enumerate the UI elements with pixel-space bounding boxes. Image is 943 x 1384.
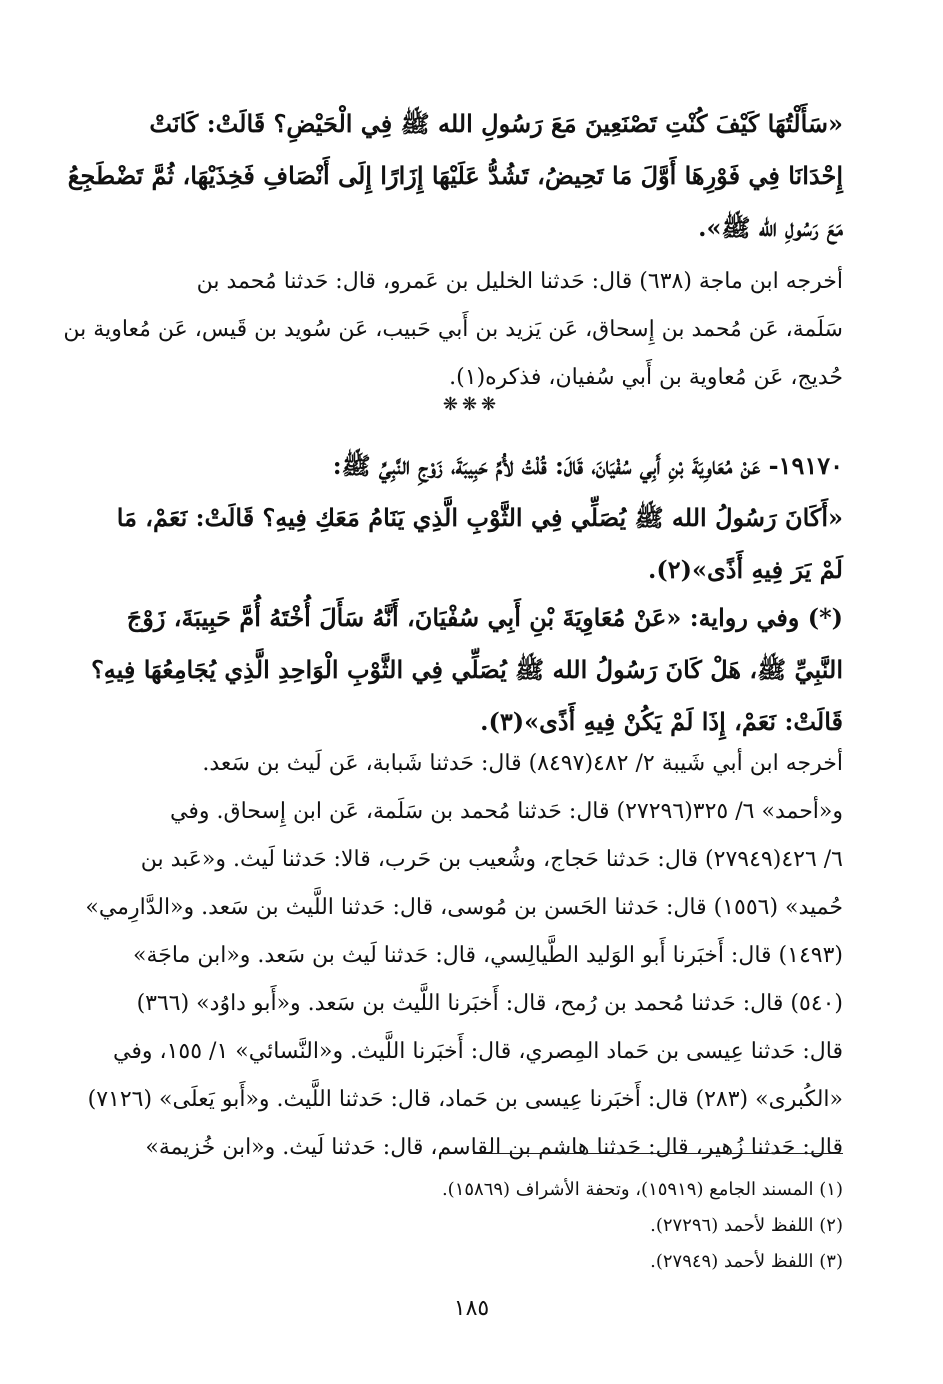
text-line: حُميد» (١٥٥٦) قال: حَدثنا الحَسن بن مُوسى، قال: حَدثنا اللَّيث بن سَعد. و«الدَّارِمي» (85, 895, 843, 920)
text-line: قال: حَدثنا عِيسى بن حَماد المِصري، قال: أَخبَرنا اللَّيث. و«النَّسائي» ١/ ١٥٥، وفي (113, 1039, 843, 1064)
text-line: «سَأَلْتُهَا كَيْفَ كُنْتِ تَصْنَعِينَ مَعَ رَسُولِ الله ﷺ فِي الْحَيْضِ؟ قَالَتْ: كَانَتْ (149, 109, 843, 138)
text-line: لَمْ يَرَ فِيهِ أَذًى»(٢). (648, 555, 843, 584)
footnotes (100, 1172, 843, 1280)
text-line: (*) وفي رواية: «عَنْ مُعَاوِيَةَ بْنِ أَبِي سُفْيَانَ، أَنَّهُ سَأَلَ أُخْتَهُ أُمَّ حَبِيبَةَ، زَوْجَ (126, 603, 843, 632)
text-line: مَعَ رَسُولِ الله ﷺ». (698, 213, 843, 242)
text-line: «الكُبرى» (٢٨٣) قال: أَخبَرنا عِيسى بن حَماد، قال: حَدثنا اللَّيث. و«أَبو يَعلَى» (٧١٢٦) (87, 1087, 843, 1112)
takhrij-paragraph (85, 740, 843, 1172)
text-line: (١٤٩٣) قال: أَخبَرنا أَبو الوَليد الطَّيالِسي، قال: حَدثنا لَيث بن سَعد. و«ابن ماجَة» (133, 943, 843, 968)
hadith-text-continuation (67, 98, 843, 254)
footnote: (٣) اللفظ لأحمد (٢٧٩٤٩). (650, 1251, 843, 1272)
takhrij-paragraph (63, 258, 843, 402)
text-line: إِحْدَانَا فِي فَوْرِهَا أَوَّلَ مَا تَحِيضُ، تَشُدُّ عَلَيْهَا إِزَارًا إِلَى أَنْصَافِ فَخِذَيْهَا، ثُمَّ تَضْطَجِعُ (67, 161, 843, 190)
footnote: (١) المسند الجامع (١٥٩١٩)، وتحفة الأشراف (١٥٨٦٩). (441, 1179, 843, 1200)
text-line: ١٩١٧٠- عَنْ مُعَاوِيَةَ بْنِ أَبِي سُفْيَانَ، قَالَ: قُلْتُ لأُمِّ حَبِيبَةَ، زَوْجِ النَّبِيِّ ﷺ: (332, 451, 843, 480)
text-line: و«أحمد» ٦/ ٣٢٥(٢٧٢٩٦) قال: حَدثنا مُحمد بن سَلَمة، عَن ابن إِسحاق. وفي (170, 799, 843, 824)
footnote-divider (473, 1153, 843, 1154)
footnote: (٢) اللفظ لأحمد (٢٧٢٩٦). (650, 1215, 843, 1236)
hadith-riwaya (91, 592, 843, 748)
text-line: (٥٤٠) قال: حَدثنا مُحمد بن رُمح، قال: أَخبَرنا اللَّيث بن سَعد. و«أَبو داوُد» (٣٦٦) (136, 991, 843, 1016)
hadith-19170 (100, 440, 843, 596)
text-line: حُديج، عَن مُعاوية بن أَبي سُفيان، فذكره(١). (449, 365, 843, 390)
text-line: سَلَمة، عَن مُحمد بن إِسحاق، عَن يَزيد بن أَبي حَبيب، عَن سُويد بن قَيس، عَن مُعاوية بن (63, 317, 843, 342)
text-line: أخرجه ابن ماجة (٦٣٨) قال: حَدثنا الخليل بن عَمرو، قال: حَدثنا مُحمد بن (196, 269, 843, 294)
text-line: ٦/ ٤٢٦(٢٧٩٤٩) قال: حَدثنا حَجاج، وشُعيب بن حَرب، قالا: حَدثنا لَيث. و«عَبد بن (140, 847, 843, 872)
text-line: قال: حَدثنا زُهير، قال: حَدثنا هاشم بن القاسم، قال: حَدثنا لَيث. و«ابن خُزيمة» (145, 1135, 843, 1160)
text-line: «أَكَانَ رَسُولُ الله ﷺ يُصَلِّي فِي الثَّوْبِ الَّذِي يَنَامُ مَعَكِ فِيهِ؟ قَالَتْ: نَعَمْ، مَا (116, 503, 843, 532)
text-line: أخرجه ابن أبي شَيبة ٢/ ٤٨٢(٨٤٩٧) قال: حَدثنا شَبابة، عَن لَيث بن سَعد. (202, 751, 843, 776)
section-separator: ❋❋❋ (442, 394, 501, 415)
page-number: ١٨٥ (453, 1296, 490, 1321)
text-line: النَّبِيِّ ﷺ، هَلْ كَانَ رَسُولُ الله ﷺ يُصَلِّي فِي الثَّوْبِ الْوَاحِدِ الَّذِي يُجَامِعُهَا فِيهِ؟ (91, 655, 843, 684)
text-line: قَالَتْ: نَعَمْ، إِذَا لَمْ يَكُنْ فِيهِ أَذًى»(٣). (480, 707, 843, 736)
